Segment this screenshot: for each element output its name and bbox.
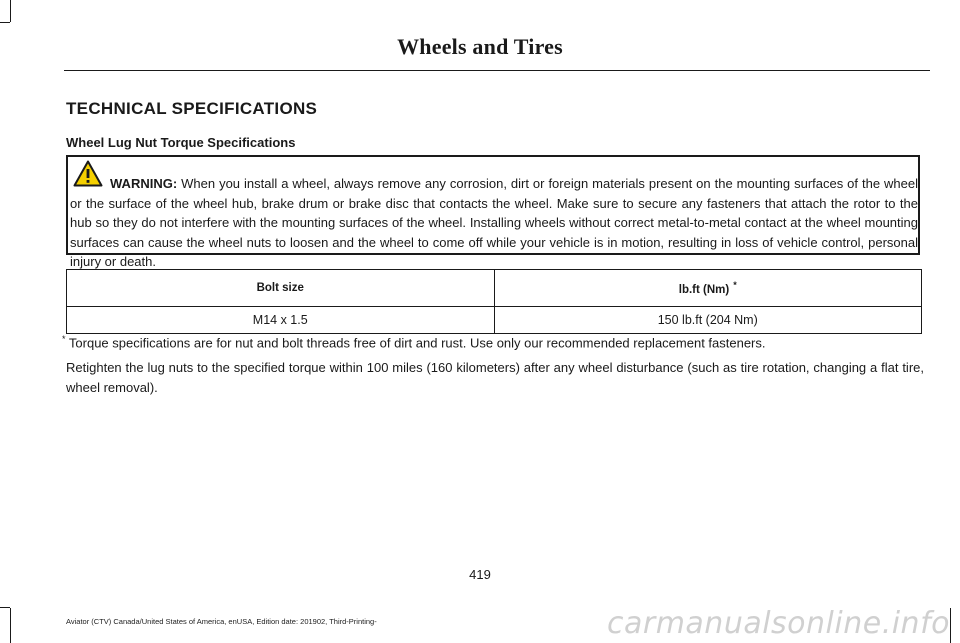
warning-label: WARNING: [110,176,178,191]
body-paragraph: Retighten the lug nuts to the specified torque within 100 miles (160 kilometers) after any wheel disturbance (such as tire rotation, changing a flat tire, wheel removal). [66,360,924,395]
torque-spec-table [66,269,922,334]
section-subtitle: Wheel Lug Nut Torque Specifications [66,135,296,150]
crop-mark-left-top-h [0,22,10,23]
crop-mark-right-bottom [950,608,951,643]
running-head-title: Wheels and Tires [397,34,563,59]
page-number: 419 [469,567,491,582]
footnote-star: * [62,334,66,344]
table-cell-bolt-size: M14 x 1.5 [67,307,495,334]
table-footnote [62,330,922,352]
warning-text-block [66,174,922,272]
crop-mark-left-top [10,0,11,22]
table-cell-torque: 150 lb.ft (204 Nm) [494,307,922,334]
table-header-bolt-size: Bolt size [67,270,495,307]
header-rule [64,70,930,71]
footnote-mark: * [733,280,737,291]
watermark-logo: carmanualsonline.info [606,606,950,641]
crop-mark-left-bottom [10,608,11,643]
warning-body: When you install a wheel, always remove any corrosion, dirt or foreign materials present on the mounting surfaces of the wheel or the surface of the wheel hub, brake drum or brake disc that contacts the wheel. Make sure to secure any fasteners that attach the rotor to the hub so they do not interfere with the mounting surfaces of the wheel. Installing wheels without correct metal-to-metal contact at the wheel mounting surfaces can cause the wheel nuts to loosen and the wheel to come off while your vehicle is in motion, resulting in loss of vehicle control, personal injury or death. [70,176,918,269]
crop-mark-left-bottom-h [0,607,10,608]
table-header-row [67,270,922,307]
section-title: TECHNICAL SPECIFICATIONS [66,99,318,118]
footnote-text: Torque specifications are for nut and bolt threads free of dirt and rust. Use only our recommended replacement fasteners. [68,335,766,351]
edition-footer: Aviator (CTV) Canada/United States of America, enUSA, Edition date: 201902, Third-Printing- [66,617,377,626]
table-header-torque: lb.ft (Nm) * [494,270,922,307]
